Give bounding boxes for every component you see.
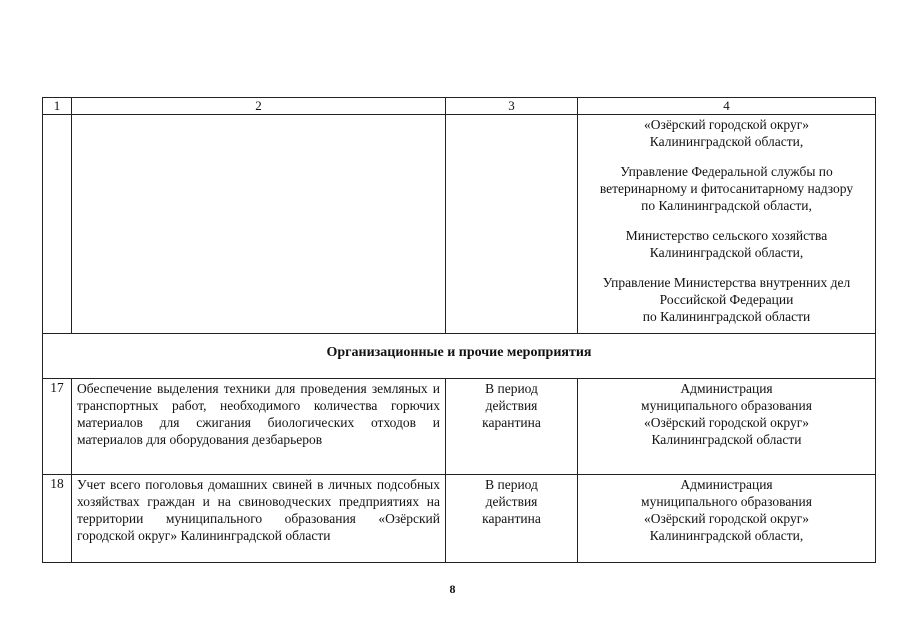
period-line: действия (485, 398, 538, 413)
continued-row (43, 115, 876, 334)
period-line: действия (485, 494, 538, 509)
responsible-line: Управление Федеральной службы по (620, 164, 833, 179)
header-col-3: 3 (446, 98, 578, 115)
activity-cell: Учет всего поголовья домашних свиней в личных подсобных хозяйствах граждан и на свиноводческих предприятиях на территории муниципального образования «Озёрский городской округ» Калининградской области (72, 475, 446, 563)
responsible-line: Администрация (680, 477, 773, 492)
activity-cell: Обеспечение выделения техники для проведения земляных и транспортных работ, необходимого количества горючих материалов для сжигания биологических отходов и материалов для оборудования дезбарьеров (72, 379, 446, 475)
header-row (43, 98, 876, 115)
measures-table (42, 97, 876, 563)
responsible-line: «Озёрский городской округ» (643, 511, 809, 526)
responsible-line: Калининградской области, (649, 245, 804, 260)
continued-num-cell (43, 115, 72, 334)
continued-responsible-cell (578, 115, 876, 334)
section-title: Организационные и прочие мероприятия (326, 345, 592, 360)
period-line: В период (485, 477, 538, 492)
header-col-2: 2 (72, 98, 446, 115)
period-line: В период (485, 381, 538, 396)
continued-period-cell (446, 115, 578, 334)
responsible-block (582, 274, 871, 325)
row-number: 18 (43, 475, 72, 563)
period-cell (446, 475, 578, 563)
table-row (43, 475, 876, 563)
section-title-cell (43, 334, 876, 379)
responsible-line: Российской Федерации (659, 292, 794, 307)
responsible-cell (578, 475, 876, 563)
period-cell (446, 379, 578, 475)
section-row (43, 334, 876, 379)
responsible-line: Управление Министерства внутренних дел (602, 275, 851, 290)
responsible-line: муниципального образования (641, 398, 812, 413)
header-col-4: 4 (578, 98, 876, 115)
responsible-line: Администрация (680, 381, 773, 396)
table-row (43, 379, 876, 475)
responsible-line: Калининградской области (651, 432, 802, 447)
responsible-line: Калининградской области, (649, 134, 804, 149)
responsible-line: по Калининградской области (642, 309, 811, 324)
row-number: 17 (43, 379, 72, 475)
header-col-1: 1 (43, 98, 72, 115)
responsible-line: муниципального образования (641, 494, 812, 509)
page-number: 8 (449, 582, 456, 596)
responsible-line: «Озёрский городской округ» (643, 415, 809, 430)
responsible-line: ветеринарному и фитосанитарному надзору (599, 181, 854, 196)
responsible-line: Калининградской области, (649, 528, 804, 543)
responsible-line: по Калининградской области, (641, 198, 812, 213)
period-line: карантина (482, 511, 541, 526)
period-line: карантина (482, 415, 541, 430)
continued-activity-cell (72, 115, 446, 334)
responsible-block (582, 116, 871, 150)
responsible-line: «Озёрский городской округ» (643, 117, 809, 132)
responsible-line: Министерство сельского хозяйства (625, 228, 828, 243)
responsible-cell (578, 379, 876, 475)
responsible-block (582, 227, 871, 261)
responsible-block (582, 163, 871, 214)
